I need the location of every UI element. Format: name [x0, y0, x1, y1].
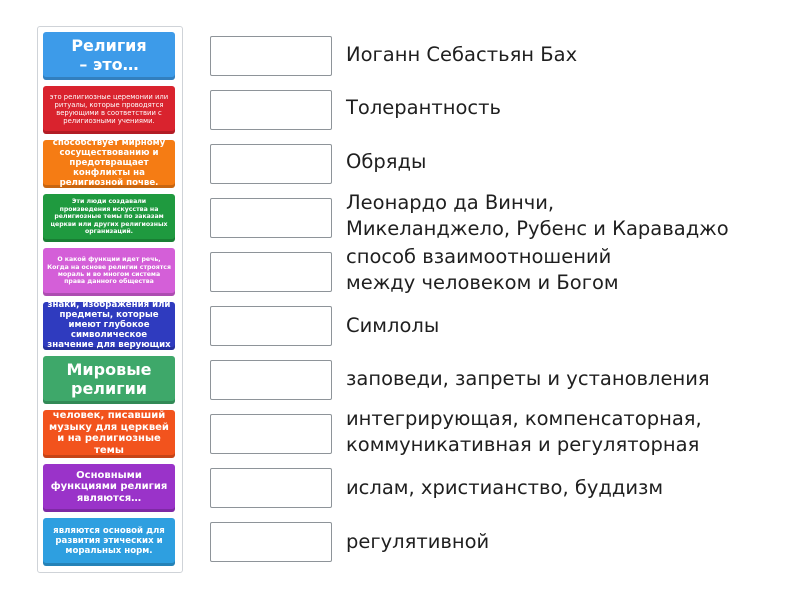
- answer-tile[interactable]: [43, 464, 175, 512]
- answer-tile[interactable]: [43, 410, 175, 458]
- drop-slot[interactable]: [210, 144, 332, 184]
- match-prompt: Леонардо да Винчи, Микеланджело, Рубенс и Караваджо: [346, 191, 729, 240]
- drop-slot[interactable]: [210, 198, 332, 238]
- drop-slot[interactable]: [210, 414, 332, 454]
- tile-label: способствует мирному сосуществованию и предотвращает конфликты на религиозной почве.: [52, 138, 166, 188]
- match-prompt: регулятивной: [346, 530, 490, 553]
- match-prompt: интегрирующая, компенсаторная, коммуникативная и регуляторная: [346, 407, 702, 456]
- tile-label: О какой функции идет речь, Когда на основе религии строятся мораль и во многом система права данного общества: [47, 256, 171, 286]
- answer-tile[interactable]: [43, 248, 175, 296]
- tile-label: Религия – это…: [71, 36, 147, 74]
- match-prompt: ислам, христианство, буддизм: [346, 476, 664, 499]
- drop-slot[interactable]: [210, 522, 332, 562]
- tile-label: Основными функциями религия являются…: [50, 469, 168, 504]
- answer-tile[interactable]: [43, 140, 175, 188]
- answer-tile[interactable]: [43, 302, 175, 350]
- match-prompt: Симлолы: [346, 314, 440, 337]
- match-prompt: Обряды: [346, 150, 427, 173]
- drop-slot[interactable]: [210, 36, 332, 76]
- answer-tile[interactable]: [43, 356, 175, 404]
- answer-tile[interactable]: [43, 32, 175, 80]
- drop-slot[interactable]: [210, 468, 332, 508]
- tile-label: Эти люди создавали произведения искусства на религиозные темы по заказам церкви или других религиозных организаций.: [50, 198, 168, 236]
- drop-slot[interactable]: [210, 306, 332, 346]
- drop-slot[interactable]: [210, 90, 332, 130]
- match-prompt: Толерантность: [346, 96, 501, 119]
- tile-label: являются основой для развития этических и моральных норм.: [53, 526, 165, 556]
- answer-tile[interactable]: [43, 518, 175, 566]
- tile-label: это религиозные церемонии или ритуалы, которые проводятся верующими в соответствии с религиозными учениями.: [49, 93, 169, 125]
- tile-label: человек, писавший музыку для церквей и на религиозные темы: [49, 410, 169, 456]
- tile-label: Мировые религии: [66, 360, 152, 398]
- match-prompt: заповеди, запреты и установления: [346, 367, 710, 390]
- tile-label: знаки, изображения или предметы, которые имеют глубокое символическое значение для верующих: [47, 300, 171, 350]
- match-prompt: Иоганн Себастьян Бах: [346, 43, 578, 66]
- match-prompt: способ взаимоотношений между человеком и Богом: [346, 245, 619, 294]
- answer-tile[interactable]: [43, 194, 175, 242]
- drop-slot[interactable]: [210, 252, 332, 292]
- drop-slot[interactable]: [210, 360, 332, 400]
- answer-tile[interactable]: [43, 86, 175, 134]
